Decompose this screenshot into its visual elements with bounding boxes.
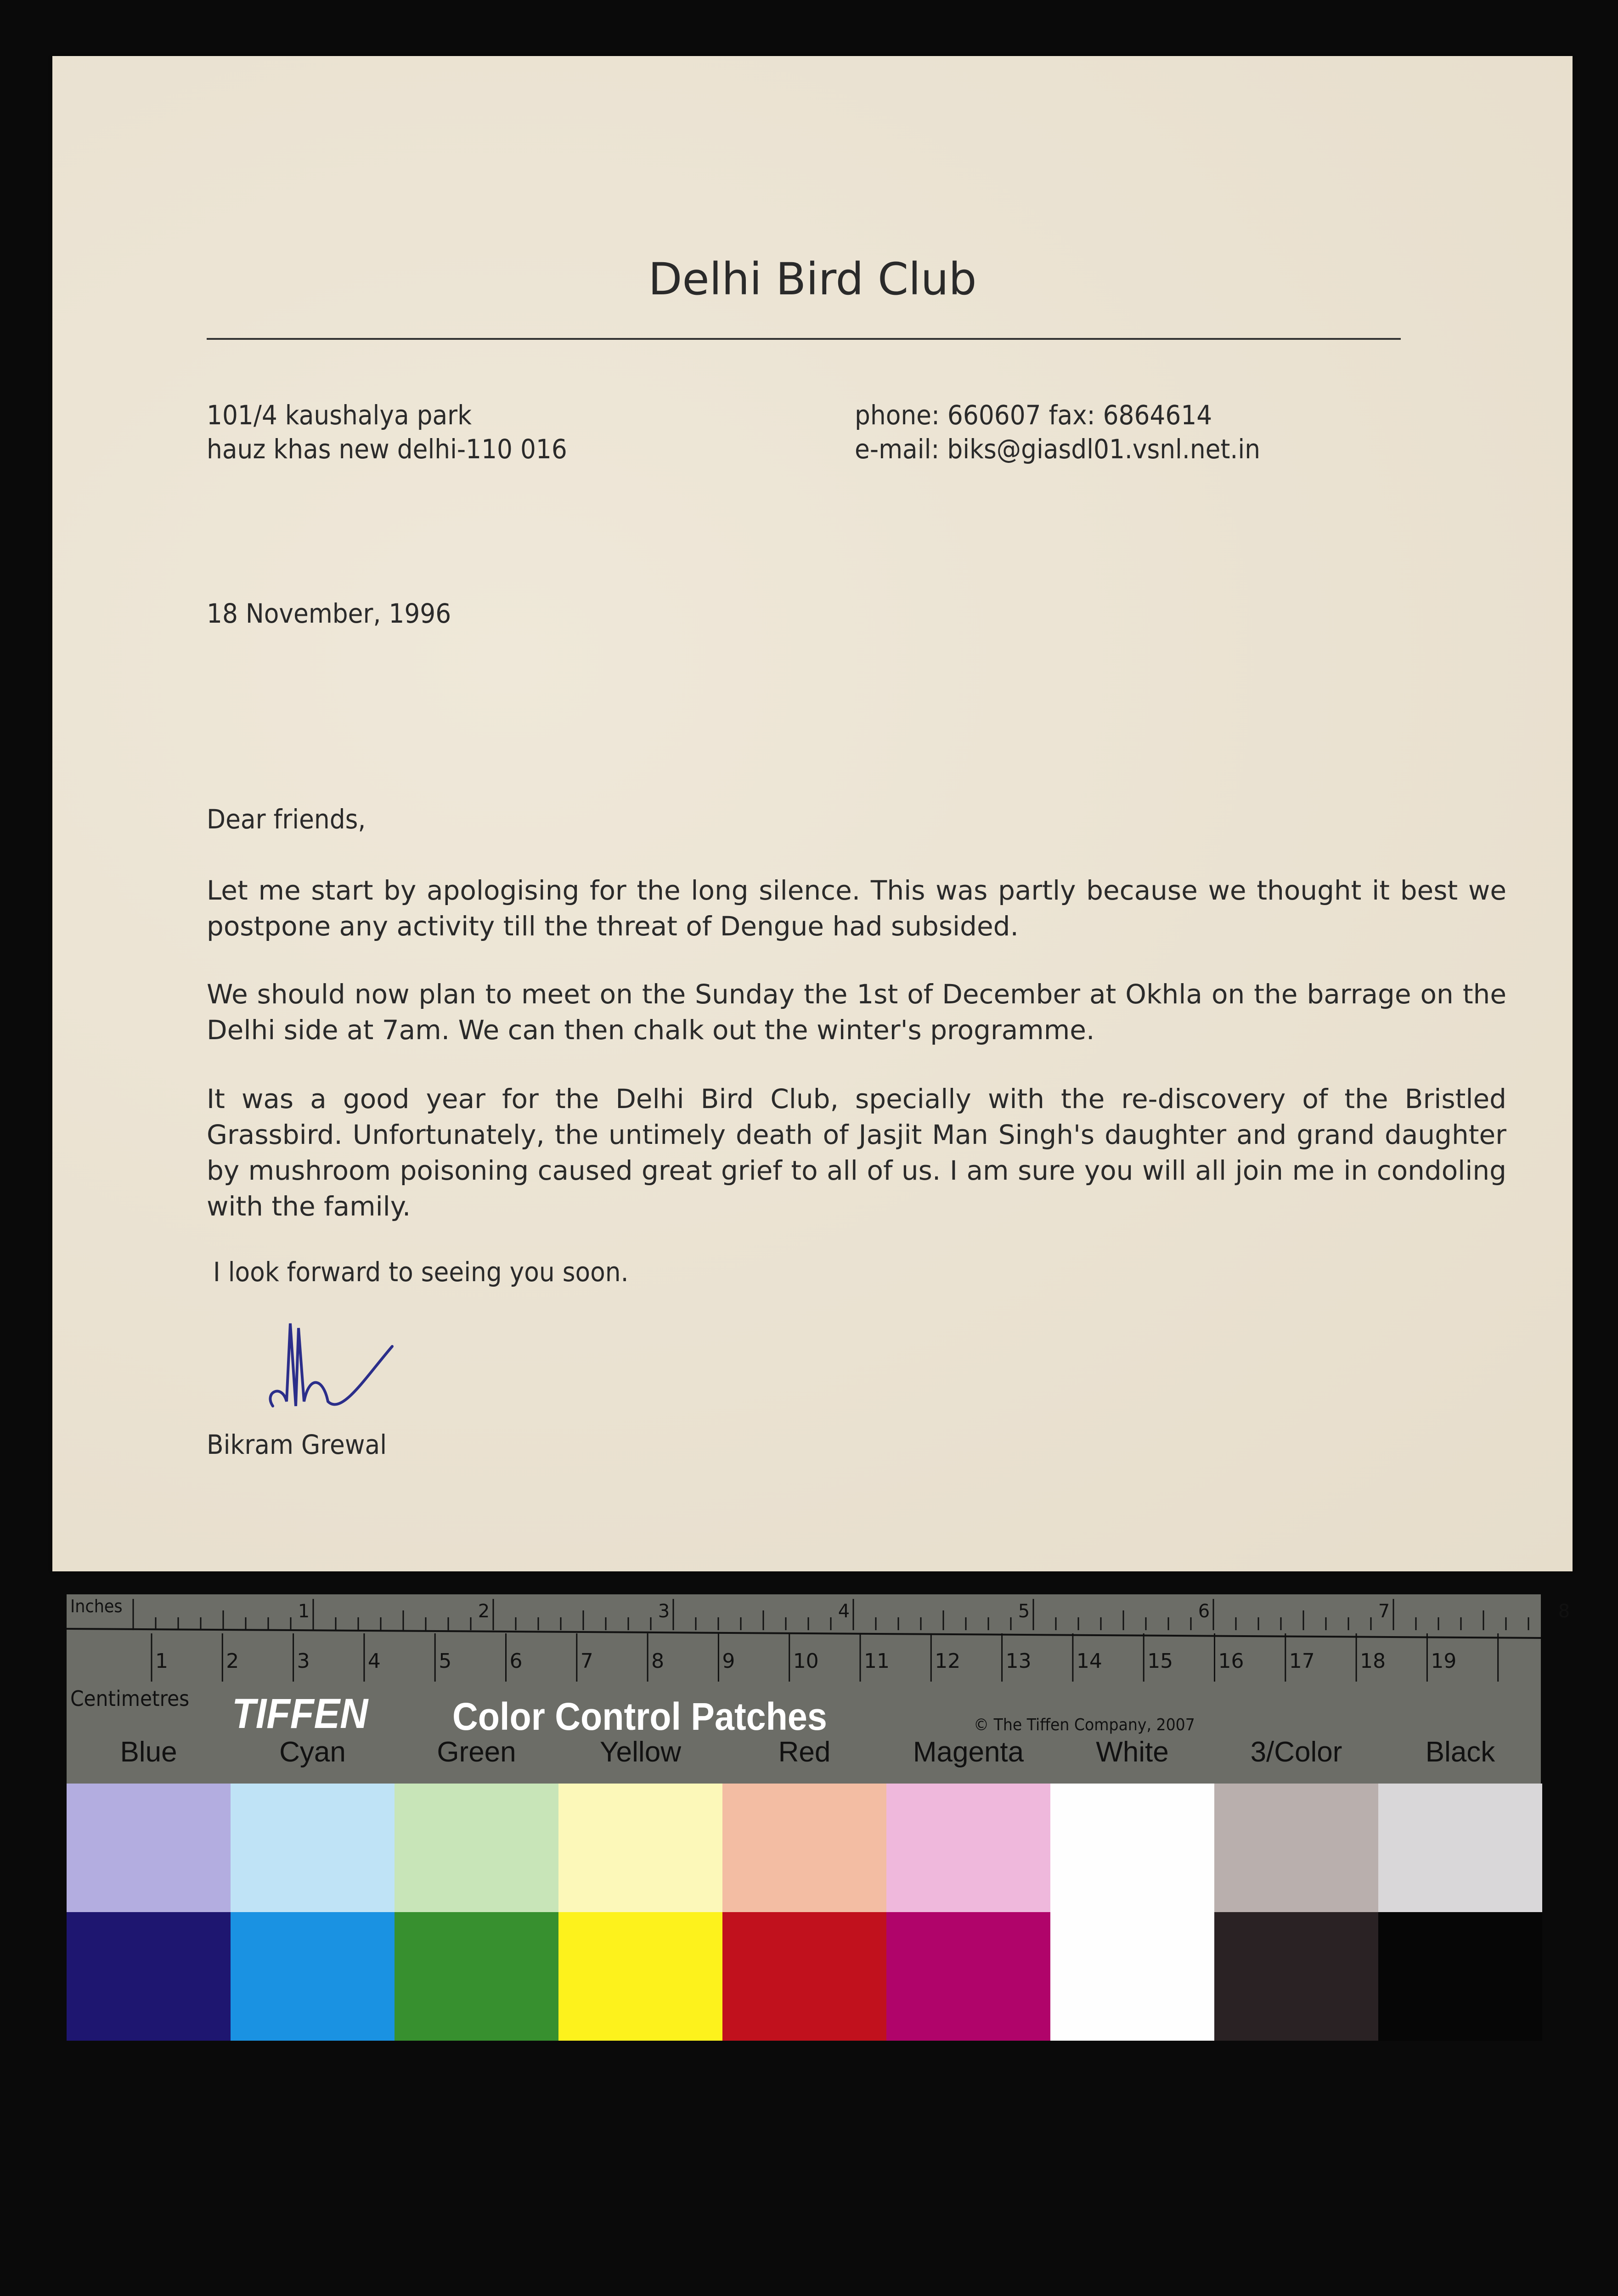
paragraph-1: Let me start by apologising for the long silence. This was partly because we thought it best we postpone any activity till the threat of Dengue had subsided. (207, 875, 1506, 942)
patch-white-light (1050, 1784, 1214, 1912)
patch-magenta-dark (886, 1912, 1050, 2041)
cm-number: 12 (935, 1649, 961, 1673)
cm-number: 7 (580, 1649, 593, 1673)
letterhead-title: Delhi Bird Club (648, 253, 977, 305)
cm-number: 4 (367, 1649, 381, 1673)
cm-number: 2 (226, 1649, 239, 1673)
cm-number: 11 (864, 1649, 890, 1673)
patch-white-dark (1050, 1912, 1214, 2041)
color-patches (67, 1784, 1541, 2041)
patch-red-dark (722, 1912, 886, 2041)
patch-green-light (395, 1784, 558, 1912)
centimetres-label: Centimetres (70, 1686, 190, 1711)
closing: I look forward to seeing you soon. (213, 1256, 629, 1288)
patch-green-dark (395, 1912, 558, 2041)
patch-black-dark (1378, 1912, 1542, 2041)
patch-black-light (1378, 1784, 1542, 1912)
patch-label: Cyan (279, 1736, 346, 1768)
cm-number: 3 (297, 1649, 310, 1673)
color-control-chart (67, 1594, 1570, 1784)
letter-date: 18 November, 1996 (207, 598, 451, 629)
patch-label: Red (778, 1736, 831, 1768)
inch-number: 3 (658, 1601, 670, 1622)
patch-label: Yellow (600, 1736, 681, 1768)
cm-number: 8 (651, 1649, 665, 1673)
patch-label: Blue (120, 1736, 177, 1768)
patch-3-color-dark (1214, 1912, 1378, 2041)
email: e-mail: biks@giasdl01.vsnl.net.in (855, 433, 1261, 465)
inch-number: 7 (1378, 1601, 1390, 1622)
cm-number: 13 (1005, 1649, 1032, 1673)
patch-label: 3/Color (1250, 1736, 1342, 1768)
inch-number: 8 (1558, 1601, 1570, 1622)
patch-blue-dark (67, 1912, 231, 2041)
cm-number: 10 (793, 1649, 819, 1673)
letterhead-divider (207, 338, 1401, 340)
address-line-1: 101/4 kaushalya park (207, 400, 472, 431)
cm-number: 16 (1218, 1649, 1244, 1673)
chart-title: Color Control Patches (452, 1695, 827, 1738)
tiffen-logo: TIFFEN (232, 1690, 368, 1737)
patch-label: Black (1425, 1736, 1495, 1768)
copyright: © The Tiffen Company, 2007 (974, 1716, 1195, 1734)
paragraph-2: We should now plan to meet on the Sunday the 1st of December at Okhla on the barrage on the Delhi side at 7am. We can then chalk out the winter's programme. (207, 979, 1506, 1046)
patch-red-light (722, 1784, 886, 1912)
cm-number: 6 (509, 1649, 523, 1673)
inch-number: 6 (1198, 1601, 1210, 1622)
cm-number: 15 (1147, 1649, 1173, 1673)
salutation: Dear friends, (207, 804, 366, 835)
patch-cyan-dark (231, 1912, 395, 2041)
cm-number: 18 (1360, 1649, 1386, 1673)
signature (254, 1310, 401, 1429)
cm-number: 17 (1289, 1649, 1315, 1673)
patch-blue-light (67, 1784, 231, 1912)
inch-number: 1 (298, 1601, 310, 1622)
patch-cyan-light (231, 1784, 395, 1912)
inch-number: 4 (838, 1601, 850, 1622)
cm-number: 19 (1431, 1649, 1457, 1673)
cm-number: 1 (155, 1649, 168, 1673)
letter-page (52, 56, 1573, 1571)
patch-label: Green (437, 1736, 516, 1768)
inch-number: 2 (478, 1601, 490, 1622)
patch-label: White (1096, 1736, 1169, 1768)
paragraph-3: It was a good year for the Delhi Bird Club, specially with the re-discovery of the Bristled Grassbird. Unfortunately, the untimely death of Jasjit Man Singh's daughter and grand daughter by mushroom poisoning caused great grief to all of us. I am sure you will all join me in condoling with the family. (207, 1083, 1506, 1222)
patch-3-color-light (1214, 1784, 1378, 1912)
phone-fax: phone: 660607 fax: 6864614 (855, 400, 1212, 431)
cm-number: 14 (1076, 1649, 1102, 1673)
cm-number: 5 (439, 1649, 452, 1673)
cm-number: 9 (722, 1649, 735, 1673)
inch-number: 5 (1018, 1601, 1030, 1622)
address-line-2: hauz khas new delhi-110 016 (207, 433, 567, 465)
signatory-name: Bikram Grewal (207, 1429, 387, 1460)
patch-yellow-dark (558, 1912, 722, 2041)
patch-label: Magenta (913, 1736, 1024, 1768)
inches-label: Inches (70, 1596, 123, 1616)
patch-magenta-light (886, 1784, 1050, 1912)
patch-yellow-light (558, 1784, 722, 1912)
